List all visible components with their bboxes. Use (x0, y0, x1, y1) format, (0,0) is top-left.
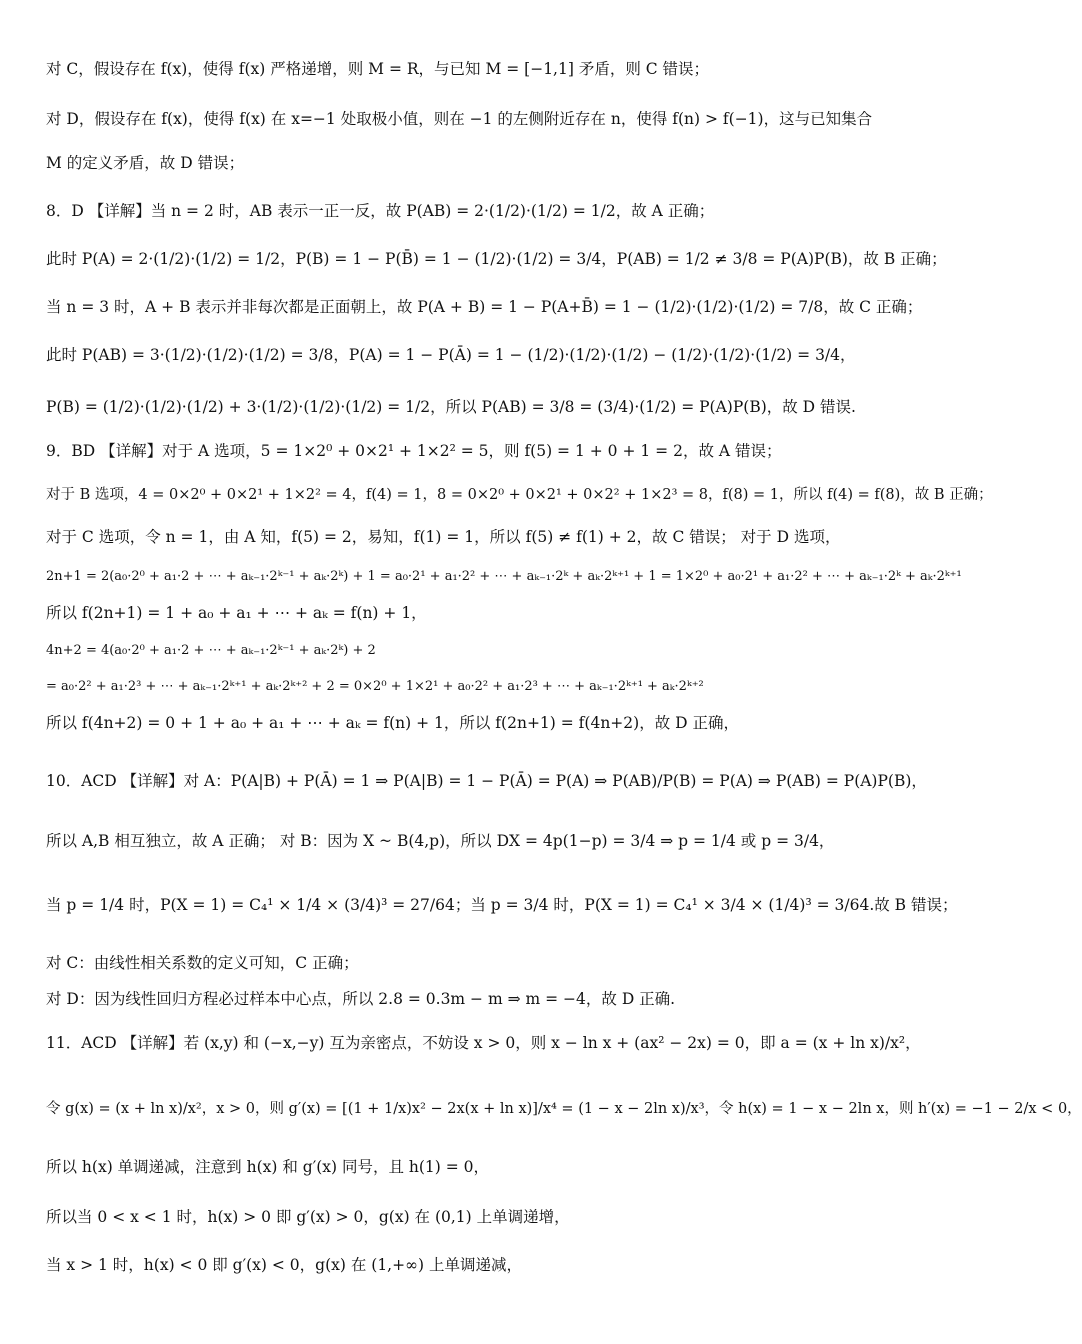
text-line: = a₀·2² + a₁·2³ + ⋯ + aₖ₋₁·2ᵏ⁺¹ + aₖ·2ᵏ⁺² + 2 = 0×2⁰ + 1×2¹ + a₀·2² + a₁·2³ + ⋯ + aₖ₋₁·2ᵏ⁺¹ + aₖ·2ᵏ⁺² (46, 679, 704, 694)
text-line: 所以 f(4n+2) = 0 + 1 + a₀ + a₁ + ⋯ + aₖ = f(n) + 1，所以 f(2n+1) = f(4n+2)，故 D 正确， (46, 714, 739, 732)
text-line: 所以当 0 < x < 1 时，h(x) > 0 即 g′(x) > 0，g(x) 在 (0,1) 上单调递增， (46, 1208, 570, 1226)
text-line: 对于 C 选项，令 n = 1，由 A 知，f(5) = 2，易知，f(1) = 1，所以 f(5) ≠ f(1) + 2，故 C 错误； 对于 D 选项， (46, 528, 841, 546)
text-line: 对 D，假设存在 f(x)，使得 f(x) 在 x=−1 处取极小值，则在 −1 的左侧附近存在 n，使得 f(n) > f(−1)，这与已知集合 (46, 110, 873, 128)
text-line: 当 x > 1 时，h(x) < 0 即 g′(x) < 0，g(x) 在 (1,+∞) 上单调递减， (46, 1256, 522, 1274)
text-line: 10．ACD 【详解】对 A：P(A|B) + P(Ā) = 1 ⇒ P(A|B) = 1 − P(Ā) = P(A) ⇒ P(AB)/P(B) = P(A) ⇒ P(AB) = P(A)P(B)， (46, 772, 927, 790)
text-line: 2n+1 = 2(a₀·2⁰ + a₁·2 + ⋯ + aₖ₋₁·2ᵏ⁻¹ + aₖ·2ᵏ) + 1 = a₀·2¹ + a₁·2² + ⋯ + aₖ₋₁·2ᵏ + aₖ·2ᵏ⁺¹ + 1 = 1×2⁰ + a₀·2¹ + a₁·2² + ⋯ + aₖ₋₁·2ᵏ + aₖ·2ᵏ⁺¹ (46, 569, 962, 584)
text-line: 当 n = 3 时，A + B 表示并非每次都是正面朝上，故 P(A + B) = 1 − P(A+B̄) = 1 − (1/2)·(1/2)·(1/2) = 7/8，故 C 正确； (46, 298, 923, 316)
text-line: 当 p = 1/4 时，P(X = 1) = C₄¹ × 1/4 × (3/4)³ = 27/64；当 p = 3/4 时，P(X = 1) = C₄¹ × 3/4 × (1/4)³ = 3/64.故 B 错误； (46, 896, 958, 914)
text-line: 对 C，假设存在 f(x)，使得 f(x) 严格递增，则 M = R，与已知 M = [−1,1] 矛盾，则 C 错误； (46, 60, 710, 78)
text-line: 8．D 【详解】当 n = 2 时，AB 表示一正一反，故 P(AB) = 2·(1/2)·(1/2) = 1/2，故 A 正确； (46, 202, 715, 220)
text-line: 对 C：由线性相关系数的定义可知，C 正确； (46, 954, 359, 972)
text-line: 对 D：因为线性回归方程必过样本中心点，所以 2.8 = 0.3m − m ⇒ m = −4，故 D 正确. (46, 990, 676, 1008)
text-line: 4n+2 = 4(a₀·2⁰ + a₁·2 + ⋯ + aₖ₋₁·2ᵏ⁻¹ + aₖ·2ᵏ) + 2 (46, 643, 376, 658)
text-line: 所以 A,B 相互独立，故 A 正确； 对 B：因为 X ~ B(4,p)，所以 DX = 4p(1−p) = 3/4 ⇒ p = 1/4 或 p = 3/4， (46, 832, 835, 850)
text-line: 9．BD 【详解】对于 A 选项，5 = 1×2⁰ + 0×2¹ + 1×2² = 5，则 f(5) = 1 + 0 + 1 = 2，故 A 错误； (46, 442, 782, 460)
text-line: M 的定义矛盾，故 D 错误； (46, 154, 245, 172)
text-line: 令 g(x) = (x + ln x)/x²，x > 0，则 g′(x) = [(1 + 1/x)x² − 2x(x + ln x)]/x⁴ = (1 − x − 2ln x)/x³，令 h(x) = 1 − x − 2ln x，则 h′(x) = −1 − 2/x < 0， (46, 1101, 1082, 1117)
text-line: 此时 P(AB) = 3·(1/2)·(1/2)·(1/2) = 3/8，P(A) = 1 − P(Ā) = 1 − (1/2)·(1/2)·(1/2) − (1/2)·(1/2)·(1/2) = 3/4， (46, 346, 856, 364)
text-line: 11．ACD 【详解】若 (x,y) 和 (−x,−y) 互为亲密点，不妨设 x > 0，则 x − ln x + (ax² − 2x) = 0，即 a = (x + ln x)/x²， (46, 1034, 921, 1052)
text-line: P(B) = (1/2)·(1/2)·(1/2) + 3·(1/2)·(1/2)·(1/2) = 1/2，所以 P(AB) = 3/8 = (3/4)·(1/2) = P(A)P(B)，故 D 错误. (46, 398, 856, 416)
text-line: 此时 P(A) = 2·(1/2)·(1/2) = 1/2，P(B) = 1 − P(B̄) = 1 − (1/2)·(1/2) = 3/4，P(AB) = 1/2 ≠ 3/8 = P(A)P(B)，故 B 正确； (46, 250, 947, 268)
text-line: 对于 B 选项，4 = 0×2⁰ + 0×2¹ + 1×2² = 4，f(4) = 1，8 = 0×2⁰ + 0×2¹ + 0×2² + 1×2³ = 8，f(8) = 1，所以 f(4) = f(8)，故 B 正确； (46, 487, 993, 503)
text-line: 所以 f(2n+1) = 1 + a₀ + a₁ + ⋯ + aₖ = f(n) + 1， (46, 604, 427, 622)
text-line: 所以 h(x) 单调递减，注意到 h(x) 和 g′(x) 同号，且 h(1) = 0， (46, 1158, 490, 1176)
